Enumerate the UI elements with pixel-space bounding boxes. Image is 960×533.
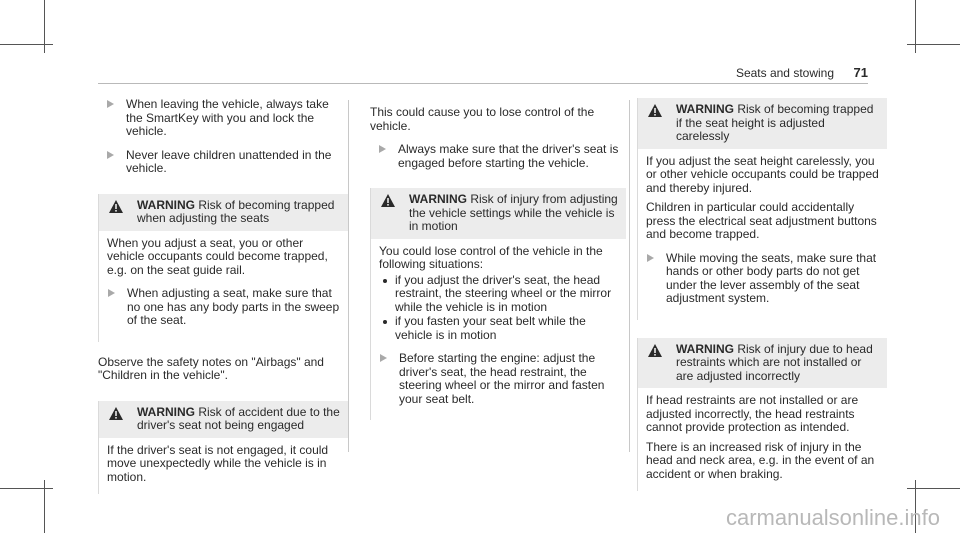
bullet-icon [383, 320, 387, 324]
instruction-step: Before starting the engine: adjust the driver's seat, the head restraint, the steering wheel or the mirror and fasten your seat belt. [379, 352, 620, 406]
step-arrow-icon [108, 289, 115, 297]
column-middle [356, 90, 626, 428]
column-right [637, 90, 887, 499]
warning-label: WARNING [137, 404, 195, 419]
warning-triangle-icon [109, 407, 123, 420]
list-item: if you fasten your seat belt while the vehicle is in motion [379, 315, 620, 342]
warning-body: You could lose control of the vehicle in the following situations: if you adjust the driver's seat, the head restraint, the steering wheel or the mirror while the vehicle is in motion if you fasten your seat belt while the vehicle is in motion Before starting the engine: adjust the driver's seat, the head restraint, the steering wheel or the mirror and fasten your seat belt. [371, 239, 626, 421]
column-divider [348, 100, 349, 452]
instruction-step: Never leave children unattended in the vehicle. [98, 149, 348, 176]
observe-note: Observe the safety notes on "Airbags" and "Children in the vehicle". [98, 354, 324, 382]
warning-header [638, 98, 887, 149]
warning-header [371, 188, 626, 239]
bullet-icon [383, 279, 387, 283]
warning-title: Risk of injury due to head restraints which are not installed or are adjusted incorrectly [676, 341, 873, 383]
list-item: if you adjust the driver's seat, the head restraint, the steering wheel or the mirror while the vehicle is in motion [379, 274, 620, 315]
warning-box [98, 401, 348, 495]
warning-title: Risk of injury from adjusting the vehicle settings while the vehicle is in motion [409, 192, 618, 233]
warning-label: WARNING [137, 197, 195, 212]
page-number: 71 [853, 65, 868, 80]
step-arrow-icon [647, 254, 654, 262]
instruction-step: Always make sure that the driver's seat is engaged before starting the vehicle. [370, 143, 626, 170]
warning-box [370, 188, 626, 420]
page-header [98, 65, 868, 84]
step-arrow-icon [107, 100, 114, 108]
warning-label: WARNING [676, 341, 734, 356]
warning-title: Risk of accident due to the driver's seat not being engaged [137, 404, 340, 432]
column-divider [629, 100, 630, 452]
warning-triangle-icon [648, 344, 662, 357]
warning-title: Risk of becoming trapped if the seat height is adjusted carelessly [676, 102, 874, 143]
warning-header [638, 338, 887, 389]
warning-box [637, 98, 887, 320]
step-arrow-icon [380, 354, 387, 362]
warning-box [98, 194, 348, 342]
warning-body: When you adjust a seat, you or other vehicle occupants could become trapped, e.g. on the seat guide rail. When adjusting a seat, make sure that no one has any body parts in the sweep of the seat. [99, 231, 348, 342]
instruction-step: While moving the seats, make sure that hands or other body parts do not get under the lever assembly of the seat adjustment system. [646, 252, 881, 306]
warning-header [99, 194, 348, 231]
warning-label: WARNING [409, 192, 467, 206]
step-arrow-icon [107, 151, 114, 159]
warning-triangle-icon [381, 194, 395, 207]
warning-title: Risk of becoming trapped when adjusting the seats [137, 197, 335, 225]
warning-header [99, 401, 348, 438]
warning-label: WARNING [676, 102, 734, 116]
watermark: carmanualsonline.info [725, 505, 940, 530]
warning-body: If head restraints are not installed or are adjusted incorrectly, the head restraints cannot provide protection as intended. There is an increased risk of injury in the head and neck area, e.g. in the event of an accident or when braking. [646, 393, 875, 481]
header-rule [98, 83, 868, 84]
warning-box [637, 338, 887, 492]
warning-body: If the driver's seat is not engaged, it could move unexpectedly while the vehicle is in motion. [107, 442, 329, 484]
column-left [98, 90, 348, 502]
section-title: Seats and stowing [735, 66, 834, 80]
paragraph: This could cause you to lose control of the vehicle. [370, 105, 595, 133]
warning-triangle-icon [648, 104, 662, 117]
step-arrow-icon [379, 145, 386, 153]
warning-triangle-icon [109, 200, 123, 213]
warning-body: If you adjust the seat height carelessly, you or other vehicle occupants could be trapped and thereby injured. Children in particular could accidentally press the electrical seat adjustment buttons and become trapped. While moving the seats, make sure that hands or other body parts do not get under the lever assembly of the seat adjustment system. [638, 149, 887, 320]
instruction-step: When leaving the vehicle, always take the SmartKey with you and lock the vehicle. [98, 98, 348, 139]
instruction-step: When adjusting a seat, make sure that no one has any body parts in the sweep of the seat. [107, 287, 342, 328]
